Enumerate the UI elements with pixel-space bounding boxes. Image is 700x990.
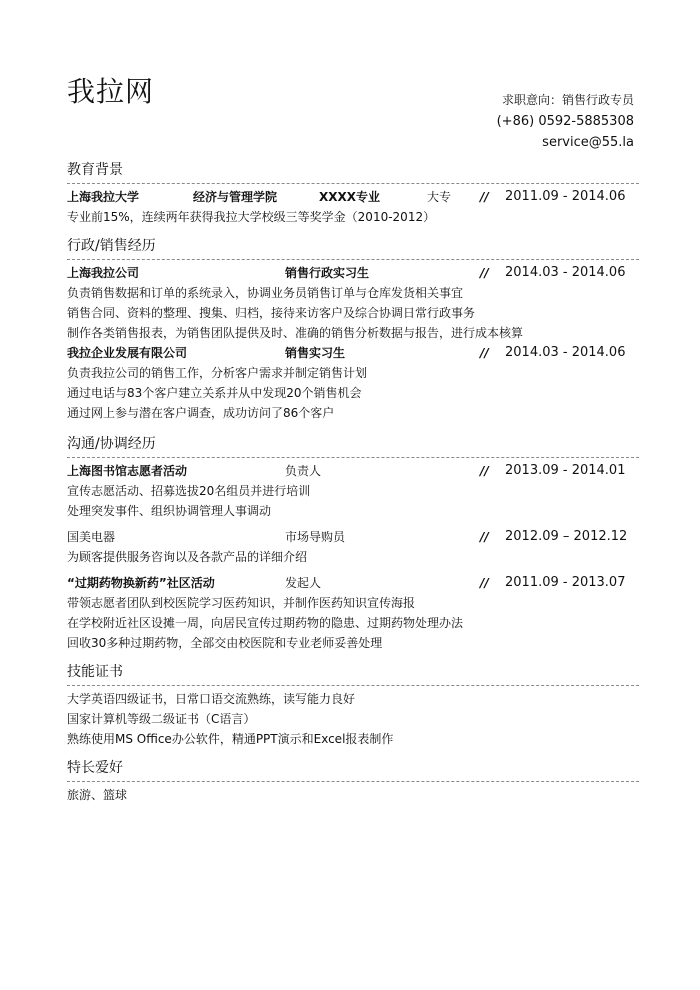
education-section [67, 160, 639, 227]
skills-title: 技能证书 [67, 664, 123, 680]
company-name: 上海我拉公司 [67, 266, 140, 280]
skill-item: 大学英语四级证书，日常口语交流熟练，读写能力良好 [67, 692, 356, 706]
date-separator: // [480, 190, 489, 204]
comm-title: 沟通/协调经历 [67, 436, 156, 452]
activity-role: 负责人 [285, 464, 322, 478]
education-detail: 专业前15%，连续两年获得我拉大学校级三等奖学金（2010-2012） [67, 210, 436, 224]
job-detail: 销售合同、资料的整理、搜集、归档，接待来访客户及综合协调日常行政事务 [67, 306, 476, 320]
date-separator: // [480, 266, 489, 280]
comm-section [67, 434, 639, 653]
school-name: 上海我拉大学 [67, 190, 140, 204]
activity-row [67, 527, 639, 547]
job-detail: 通过网上参与潜在客户调查，成功访问了86个客户 [67, 406, 335, 420]
skills-section [67, 662, 639, 749]
activity-role: 发起人 [285, 576, 322, 590]
hobby-title: 特长爱好 [67, 760, 123, 776]
activity-row [67, 461, 639, 481]
education-row [67, 187, 639, 207]
skill-item: 熟练使用MS Office办公软件，精通PPT演示和Excel报表制作 [67, 732, 394, 746]
activity-detail: 在学校附近社区设摊一周，向居民宣传过期药物的隐患、过期药物处理办法 [67, 616, 464, 630]
degree: 大专 [427, 190, 452, 204]
activity-name: 国美电器 [67, 530, 116, 544]
company-name: 我拉企业发展有限公司 [67, 346, 188, 360]
education-date: 2011.09 - 2014.06 [505, 189, 626, 204]
job-detail: 负责我拉公司的销售工作，分析客户需求并制定销售计划 [67, 366, 368, 380]
section-divider [67, 259, 639, 260]
activity-date: 2012.09 – 2012.12 [505, 529, 628, 544]
hobby-text: 旅游、篮球 [67, 788, 128, 802]
activity-row [67, 573, 639, 593]
section-divider [67, 183, 639, 184]
activity-date: 2011.09 - 2013.07 [505, 575, 626, 590]
activity-name: 上海图书馆志愿者活动 [67, 464, 188, 478]
phone-number: (+86) 0592-5885308 [496, 114, 634, 129]
activity-detail: 带领志愿者团队到校医院学习医药知识，并制作医药知识宣传海报 [67, 596, 416, 610]
education-title: 教育背景 [67, 162, 123, 178]
job-row [67, 263, 639, 283]
activity-role: 市场导购员 [285, 530, 346, 544]
applicant-name: 我拉网 [67, 75, 155, 108]
job-detail: 通过电话与83个客户建立关系并从中发现20个销售机会 [67, 386, 362, 400]
job-date: 2014.03 - 2014.06 [505, 345, 626, 360]
date-separator: // [480, 576, 489, 590]
date-separator: // [480, 346, 489, 360]
activity-detail: 处理突发事件、组织协调管理人事调动 [67, 504, 272, 518]
job-date: 2014.03 - 2014.06 [505, 265, 626, 280]
section-divider [67, 457, 639, 458]
date-separator: // [480, 530, 489, 544]
college-name: 经济与管理学院 [193, 190, 278, 204]
job-role: 销售实习生 [285, 346, 346, 360]
activity-name: “过期药物换新药”社区活动 [67, 576, 215, 590]
activity-detail: 为顾客提供服务咨询以及各款产品的详细介绍 [67, 550, 308, 564]
date-separator: // [480, 464, 489, 478]
email-address: service@55.la [542, 135, 634, 150]
activity-date: 2013.09 - 2014.01 [505, 463, 626, 478]
work-title: 行政/销售经历 [67, 238, 156, 254]
contact-block [497, 90, 634, 153]
work-section [67, 236, 639, 423]
activity-detail: 回收30多种过期药物，全部交由校医院和专业老师妥善处理 [67, 636, 383, 650]
section-divider [67, 781, 639, 782]
job-objective: 求职意向：销售行政专员 [501, 93, 634, 107]
job-detail: 负责销售数据和订单的系统录入，协调业务员销售订单与仓库发货相关事宜 [67, 286, 464, 300]
major-name: XXXX专业 [319, 190, 381, 204]
job-row [67, 343, 639, 363]
hobby-section [67, 758, 639, 805]
section-divider [67, 685, 639, 686]
activity-detail: 宣传志愿活动、招募选拔20名组员并进行培训 [67, 484, 311, 498]
job-detail: 制作各类销售报表，为销售团队提供及时、准确的销售分析数据与报告，进行成本核算 [67, 326, 524, 340]
skill-item: 国家计算机等级二级证书（C语言） [67, 712, 256, 726]
job-role: 销售行政实习生 [285, 266, 370, 280]
